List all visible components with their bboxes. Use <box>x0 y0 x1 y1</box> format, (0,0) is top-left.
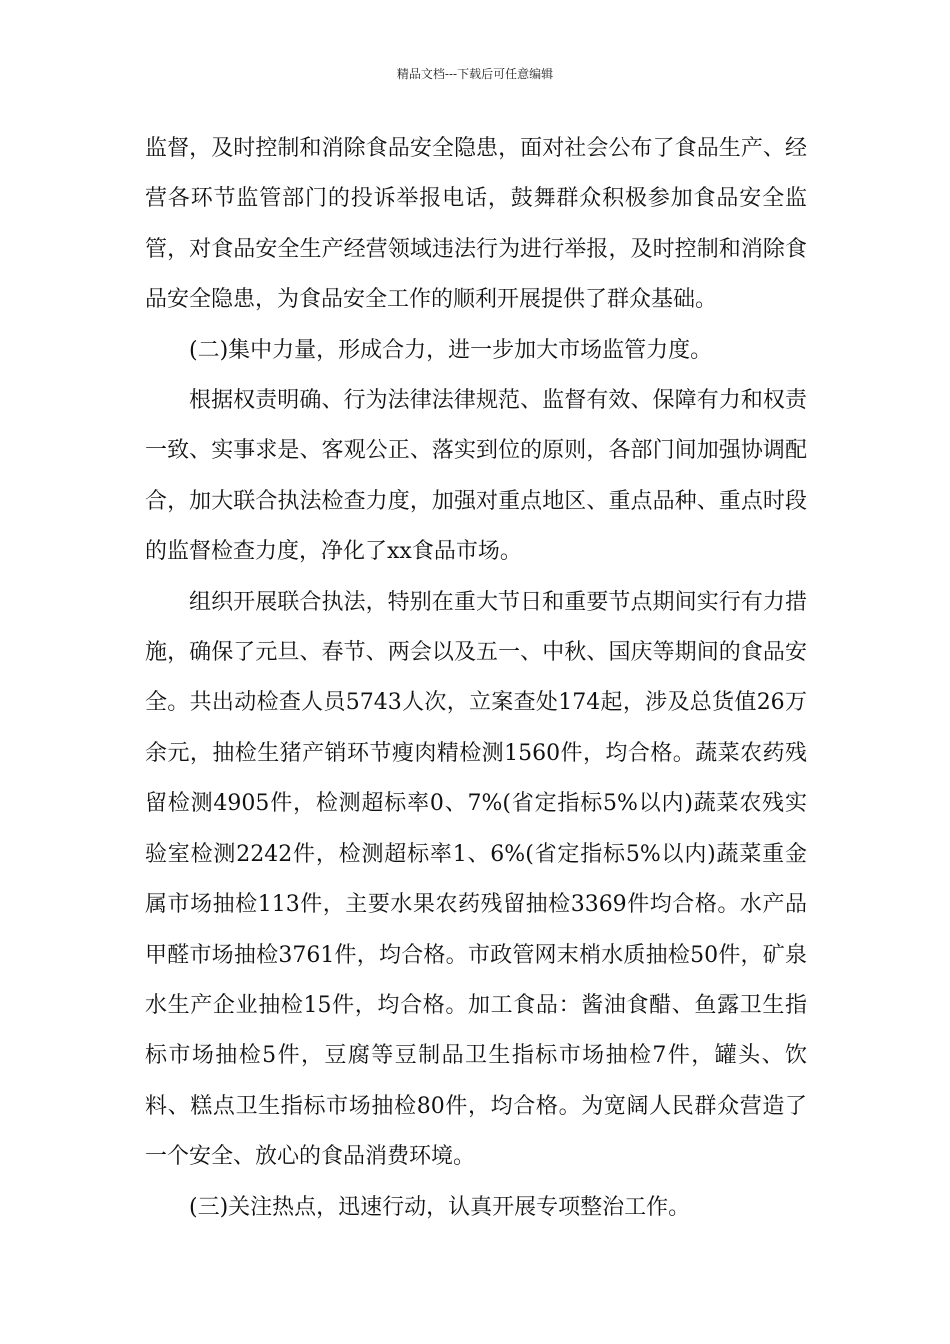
section-heading-3: (三)关注热点，迅速行动，认真开展专项整治工作。 <box>189 1194 691 1220</box>
page-header: 精品文档---下载后可任意编辑 <box>396 67 554 81</box>
paragraph-enforcement-stats: 组织开展联合执法，特别在重大节日和重要节点期间实行有力措施，确保了元旦、春节、两会以及五一、中秋、国庆等期间的食品安全。共出动检查人员5743人次，立案查处174起，涉及总货值26万余元，抽检生猪产销环节瘦肉精检测1560件，均合格。蔬菜农药残留检测4905件，检测超标率0、7%(省定指标5%以内)蔬菜农残实验室检测2242件，检测超标率1、6%(省定指标5%以内)蔬菜重金属市场抽检113件，主要水果农药残留抽检3369件均合格。水产品甲醛市场抽检3761件，均合格。市政管网末梢水质抽检50件，矿泉水生产企业抽检15件，均合格。加工食品：酱油食醋、鱼露卫生指标市场抽检5件，豆腐等豆制品卫生指标市场抽检7件，罐头、饮料、糕点卫生指标市场抽检80件，均合格。为宽阔人民群众营造了一个安全、放心的食品消费环境。 <box>145 589 807 1170</box>
section-heading-2: (二)集中力量，形成合力，进一步加大市场监管力度。 <box>189 337 713 363</box>
paragraph-principles: 根据权责明确、行为法律法律规范、监督有效、保障有力和权责一致、实事求是、客观公正、落实到位的原则，各部门间加强协调配合，加大联合执法检查力度，加强对重点地区、重点品种、重点时段的监督检查力度，净化了xx食品市场。 <box>145 388 807 565</box>
paragraph-continuation: 监督，及时控制和消除食品安全隐患，面对社会公布了食品生产、经营各环节监管部门的投诉举报电话，鼓舞群众积极参加食品安全监管，对食品安全生产经营领域违法行为进行举报，及时控制和消除食品安全隐患，为食品安全工作的顺利开展提供了群众基础。 <box>145 136 807 313</box>
document-body <box>145 124 807 1233</box>
